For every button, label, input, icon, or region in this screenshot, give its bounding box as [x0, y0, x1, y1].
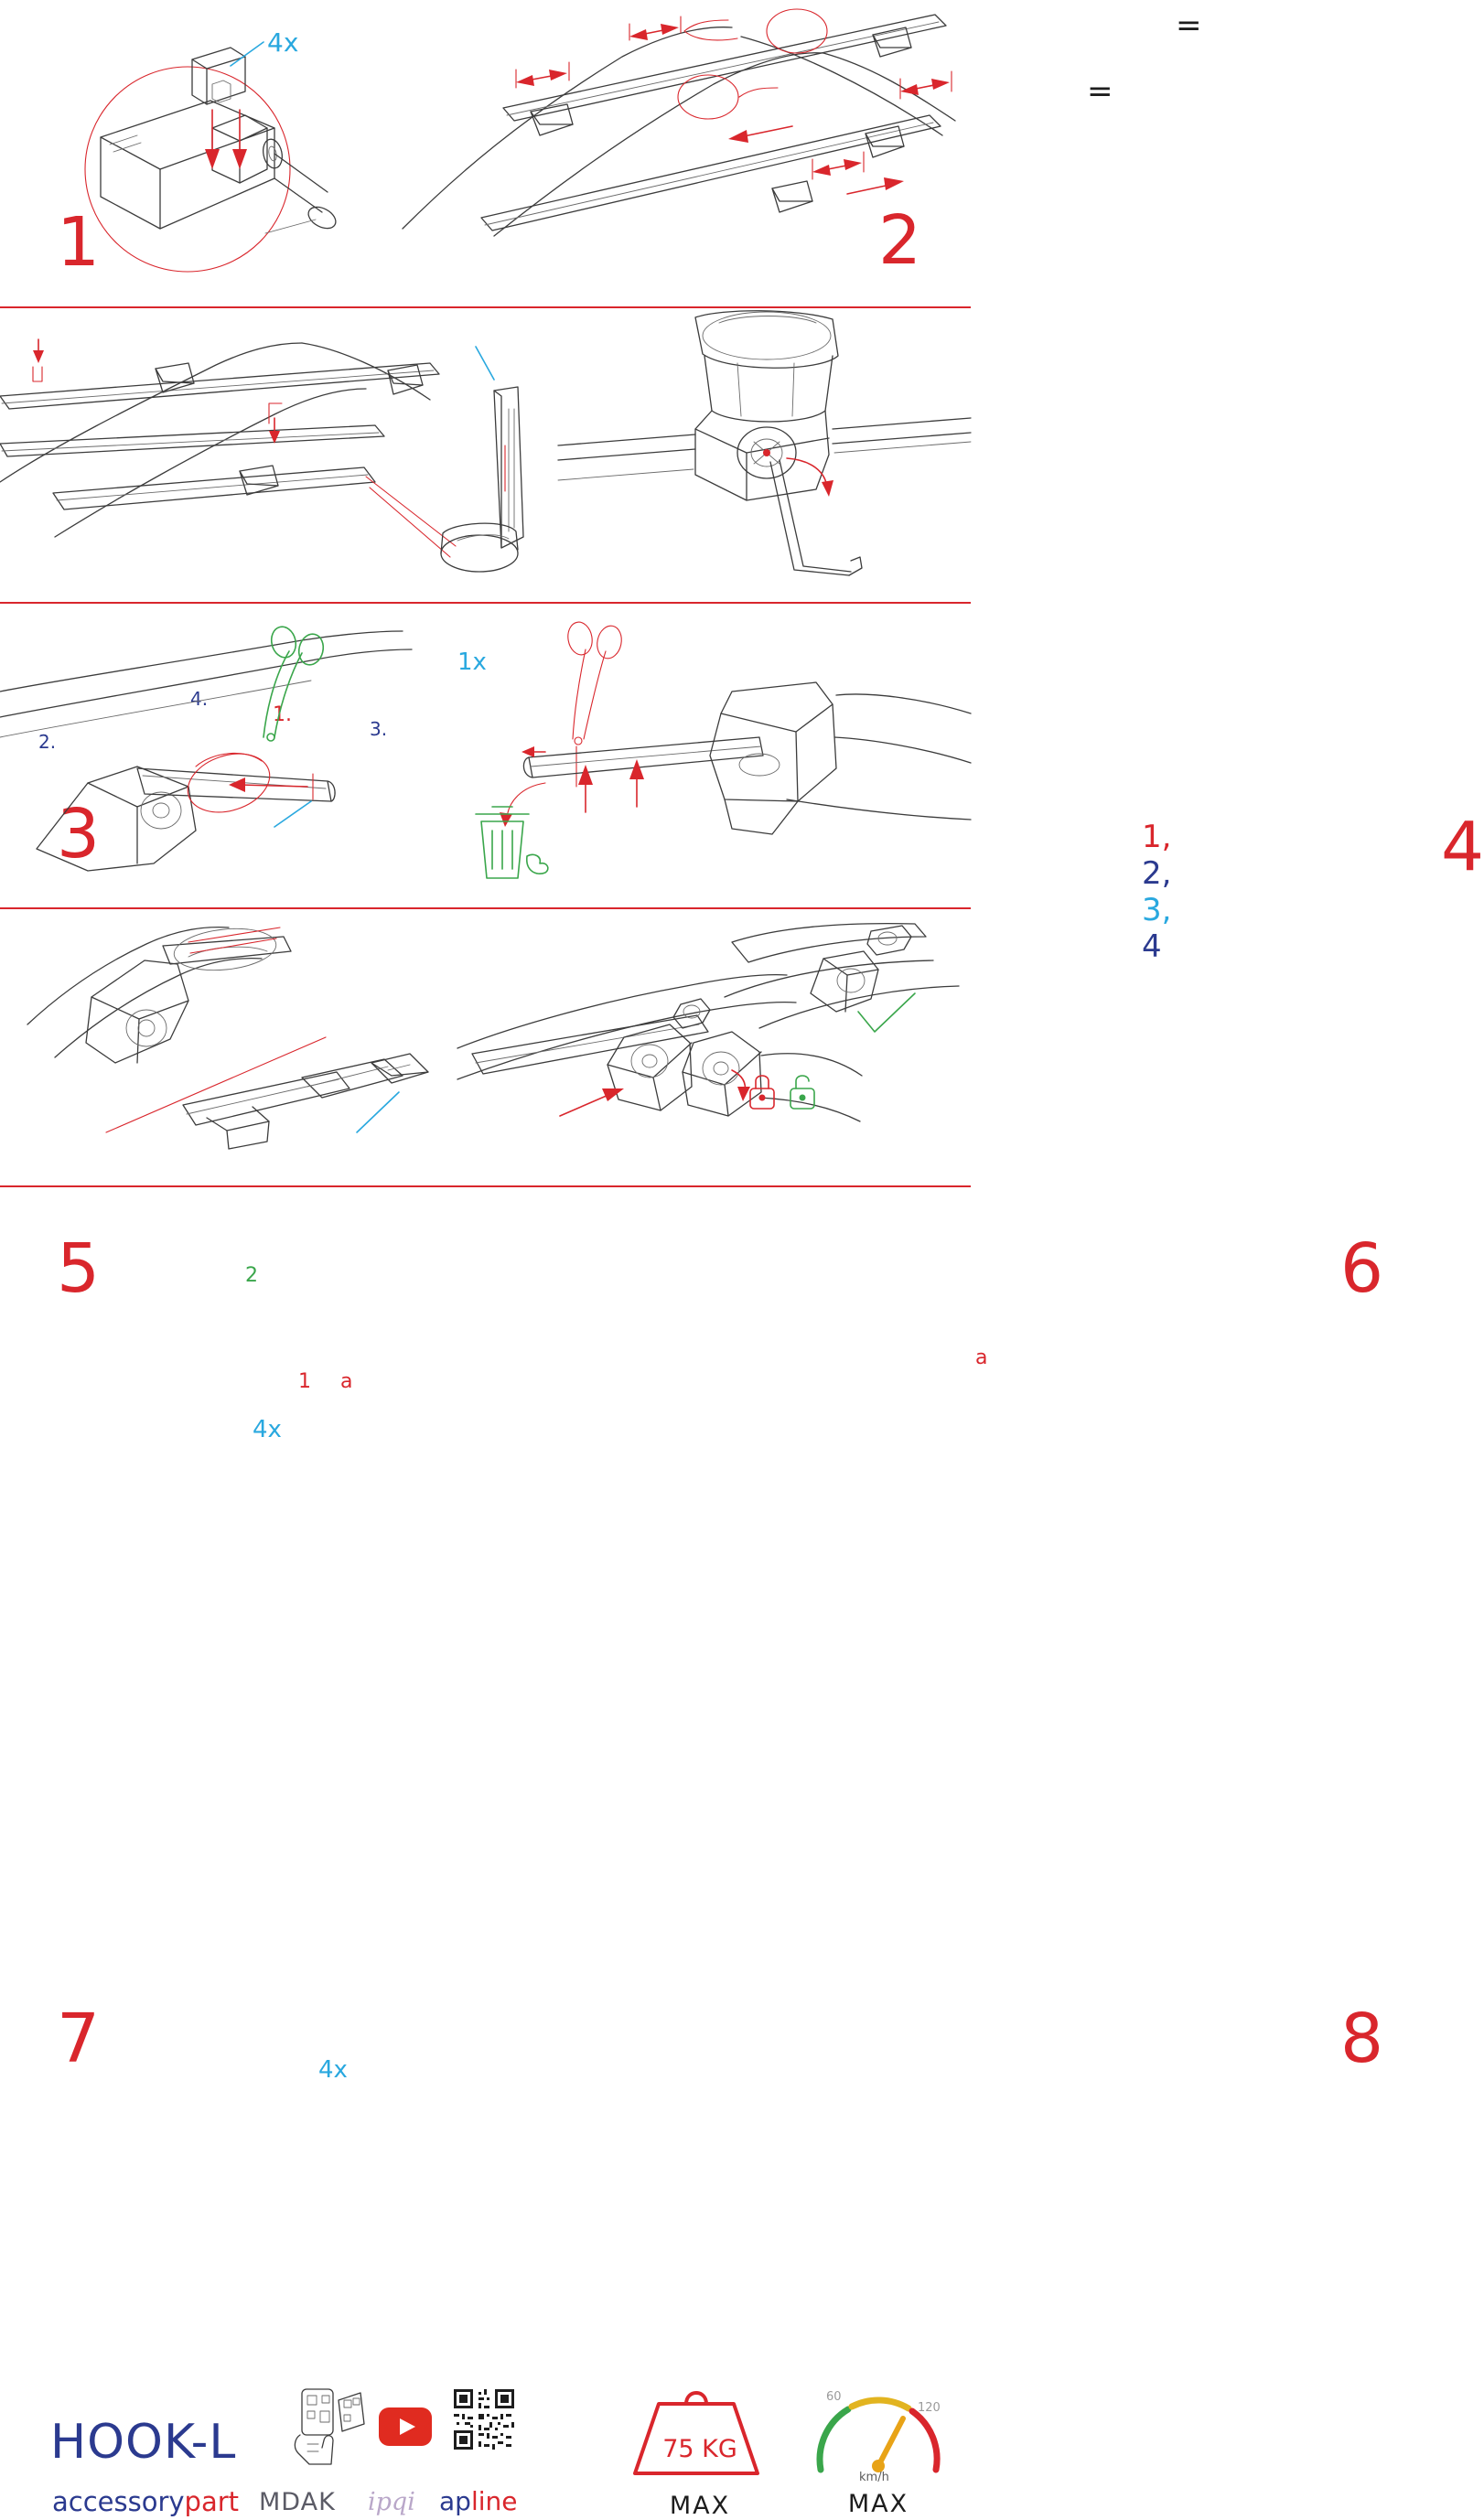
brand-logo-part: part — [184, 2486, 240, 2517]
step-panel-4 — [558, 308, 1484, 965]
step-4-illustration — [558, 308, 971, 602]
step-4-sequence — [1142, 819, 1171, 965]
max-load-value: 75 KG — [662, 2435, 737, 2463]
step-5-callout-2: 2 — [245, 1264, 258, 1287]
max-speed-caption: MAX — [847, 2490, 909, 2518]
step-panel-6 — [457, 604, 1384, 1369]
speedometer-icon — [801, 2378, 956, 2484]
youtube-icon[interactable] — [379, 2407, 432, 2446]
step-4-callout-3: 3, — [1142, 892, 1172, 928]
step-8-illustration — [457, 909, 971, 1185]
step-5-number: 5 — [57, 1229, 101, 1308]
step-5-callout-a: a — [340, 1370, 353, 1393]
step-4-callout-2: 2, — [1142, 855, 1172, 892]
step-6-number: 6 — [1340, 1229, 1384, 1308]
lock-closed-icon — [750, 1076, 774, 1109]
ipqi-logo: ipqi — [368, 2488, 415, 2516]
brand-logo-accessory: accessory — [52, 2486, 185, 2517]
lock-open-icon — [790, 1076, 814, 1109]
panel-divider-4 — [0, 1185, 971, 1187]
product-title: HOOK-L — [50, 2415, 237, 2470]
step-5-callout-1: 1 — [298, 1370, 311, 1393]
apline-logo-line: line — [470, 2486, 518, 2516]
step-4-callout-1: 1, — [1142, 819, 1172, 855]
step-1-callout-4x: 4x — [267, 27, 299, 58]
step-6-callout-a: a — [975, 1346, 988, 1369]
brand-logo — [52, 2486, 239, 2517]
step-1-number: 1 — [57, 203, 101, 282]
step-3-callout-1x: 1x — [457, 649, 487, 676]
apline-logo — [439, 2486, 517, 2516]
step-3-callout-3: 3. — [370, 718, 388, 740]
max-speed-block — [801, 2378, 956, 2518]
step-7-callout-4x: 4x — [318, 2056, 348, 2084]
step-5-callout-4x: 4x — [253, 1416, 282, 1443]
step-7-illustration — [0, 909, 457, 1185]
step-2-equal-symbol-2: = — [1087, 73, 1113, 110]
weight-icon — [618, 2378, 774, 2481]
apline-logo-ap: ap — [439, 2486, 471, 2516]
step-3-callout-4: 4. — [190, 688, 209, 710]
step-panel-8 — [457, 909, 1384, 2078]
step-6-illustration — [457, 604, 971, 907]
step-panel-5 — [0, 604, 457, 1443]
step-panel-7 — [0, 909, 457, 2084]
qr-code — [454, 2389, 514, 2450]
step-4-callout-4: 4 — [1142, 928, 1162, 965]
step-panel-1 — [0, 0, 393, 306]
step-2-number: 2 — [878, 201, 922, 280]
step-3-callout-1: 1. — [273, 703, 292, 726]
step-3-callout-2-visible: 2. — [38, 731, 57, 753]
mdak-logo: MDAK — [259, 2488, 336, 2516]
max-load-block — [622, 2378, 778, 2520]
svg-text:120: 120 — [918, 2401, 941, 2415]
step-2-equal-symbol-1: = — [1176, 7, 1202, 44]
max-load-caption: MAX — [669, 2492, 731, 2520]
step-5-illustration — [0, 604, 457, 907]
step-panel-3 — [0, 308, 558, 874]
step-3-illustration — [0, 308, 558, 602]
step-7-number: 7 — [57, 2000, 101, 2078]
step-panel-2 — [393, 0, 1202, 306]
step-8-number: 8 — [1340, 2000, 1384, 2078]
qr-scan-hand-icon — [291, 2387, 364, 2466]
step-3-number: 3 — [57, 795, 101, 874]
step-4-number: 4 — [1441, 808, 1484, 886]
svg-text:60: 60 — [826, 2390, 842, 2404]
svg-text:km/h: km/h — [859, 2471, 889, 2484]
